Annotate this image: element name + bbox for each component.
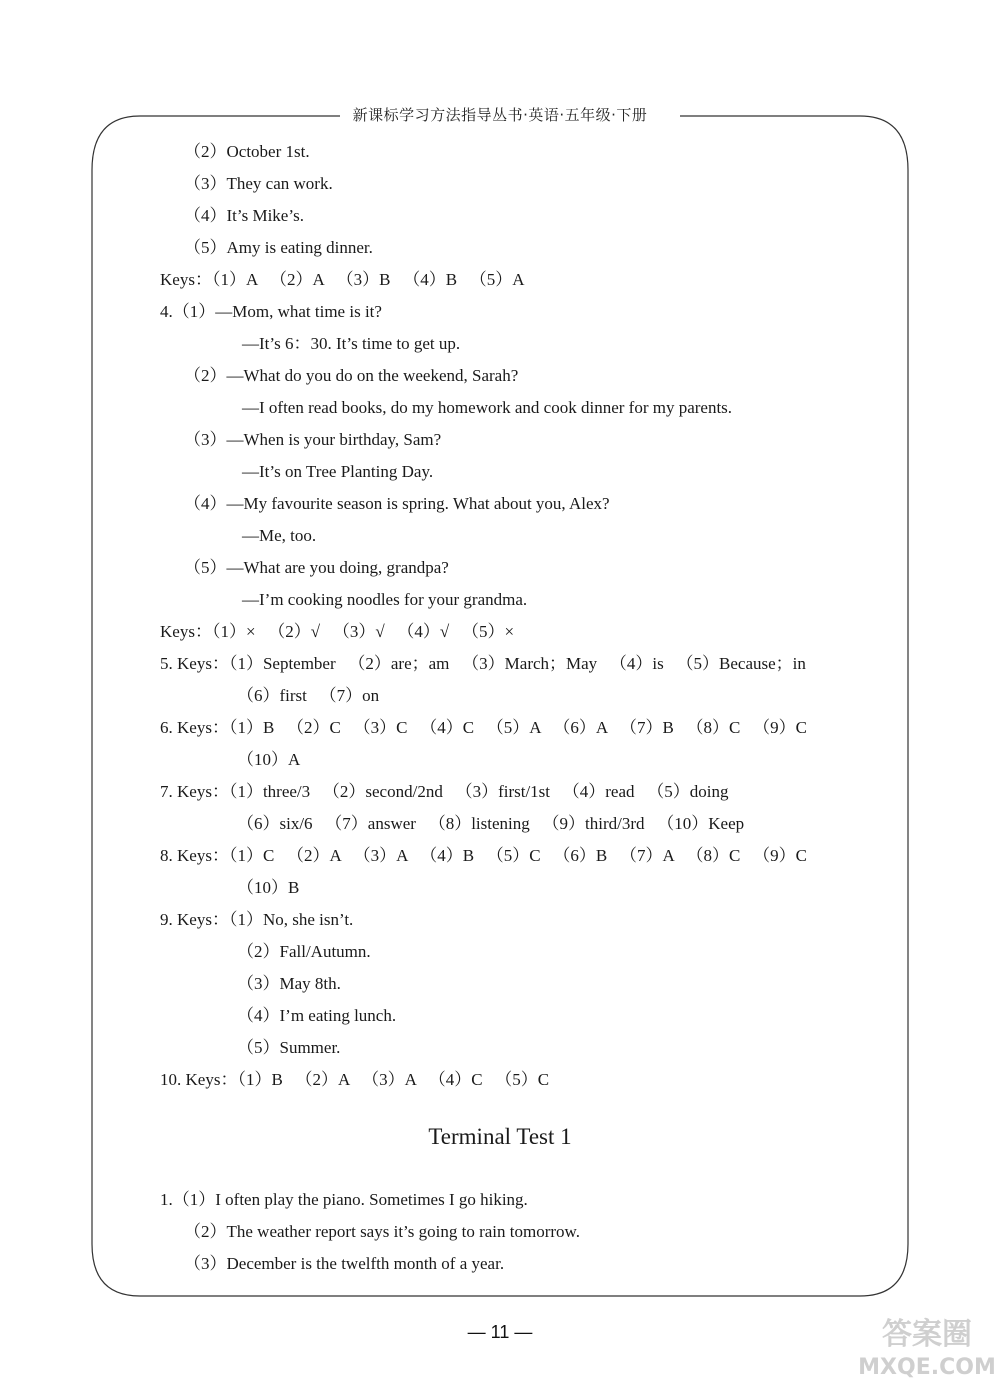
keys-line-continued: （6）first （7）on bbox=[237, 686, 380, 705]
keys-line: Keys：（1）A （2）A （3）B （4）B （5）A bbox=[160, 270, 525, 289]
keys-line: 8. Keys：（1）C （2）A （3）A （4）B （5）C （6）B （7）A （8）C （9）C bbox=[160, 846, 807, 865]
dialogue-line: —I often read books, do my homework and cook dinner for my parents. bbox=[242, 398, 733, 417]
keys-line-continued: （10）B bbox=[237, 878, 300, 897]
watermark-bottom-text: MXQE.COM bbox=[858, 1355, 996, 1380]
keys-line: 5. Keys：（1）September （2）are；am （3）March；May （4）is （5）Because；in bbox=[160, 654, 806, 673]
answer-line: （3）They can work. bbox=[184, 174, 333, 193]
section-title: Terminal Test 1 bbox=[428, 1124, 572, 1149]
keys-line-continued: （6）six/6 （7）answer （8）listening （9）third/3rd （10）Keep bbox=[237, 814, 745, 833]
answer-line: （2）October 1st. bbox=[184, 142, 310, 161]
header-title: 新课标学习方法指导丛书·英语·五年级·下册 bbox=[0, 104, 1000, 125]
keys-line-continued: （4）I’m eating lunch. bbox=[237, 1006, 397, 1025]
question-1-line: 1.（1）I often play the piano. Sometimes I go hiking. bbox=[160, 1190, 528, 1209]
keys-line: Keys：（1）× （2）√ （3）√ （4）√ （5）× bbox=[160, 622, 515, 641]
dialogue-line: —I’m cooking noodles for your grandma. bbox=[242, 590, 528, 609]
keys-line: 9. Keys：（1）No, she isn’t. bbox=[160, 910, 354, 929]
dialogue-line: （2）—What do you do on the weekend, Sarah? bbox=[184, 366, 519, 385]
answer-line: （3）December is the twelfth month of a year. bbox=[184, 1254, 505, 1273]
question-4-line: 4.（1）—Mom, what time is it? bbox=[160, 302, 382, 321]
watermark-logo bbox=[858, 1306, 996, 1382]
keys-line: 7. Keys：（1）three/3 （2）second/2nd （3）first/1st （4）read （5）doing bbox=[160, 782, 729, 801]
dialogue-line: —It’s 6：30. It’s time to get up. bbox=[242, 334, 461, 353]
answer-line: （4）It’s Mike’s. bbox=[184, 206, 304, 225]
keys-line-continued: （5）Summer. bbox=[237, 1038, 341, 1057]
keys-line-continued: （10）A bbox=[237, 750, 301, 769]
dialogue-line: （4）—My favourite season is spring. What about you, Alex? bbox=[184, 494, 610, 513]
page-number: — 11 — bbox=[467, 1322, 533, 1342]
dialogue-line: —Me, too. bbox=[242, 526, 317, 545]
dialogue-line: —It’s on Tree Planting Day. bbox=[242, 462, 434, 481]
keys-line-continued: （2）Fall/Autumn. bbox=[237, 942, 371, 961]
keys-line: 10. Keys：（1）B （2）A （3）A （4）C （5）C bbox=[160, 1070, 550, 1089]
dialogue-line: （5）—What are you doing, grandpa? bbox=[184, 558, 449, 577]
answer-line: （5）Amy is eating dinner. bbox=[184, 238, 373, 257]
answer-line: （2）The weather report says it’s going to rain tomorrow. bbox=[184, 1222, 580, 1241]
keys-line: 6. Keys：（1）B （2）C （3）C （4）C （5）A （6）A （7）B （8）C （9）C bbox=[160, 718, 807, 737]
keys-line-continued: （3）May 8th. bbox=[237, 974, 341, 993]
watermark-top-text: 答案圈 bbox=[882, 1317, 972, 1352]
dialogue-line: （3）—When is your birthday, Sam? bbox=[184, 430, 442, 449]
